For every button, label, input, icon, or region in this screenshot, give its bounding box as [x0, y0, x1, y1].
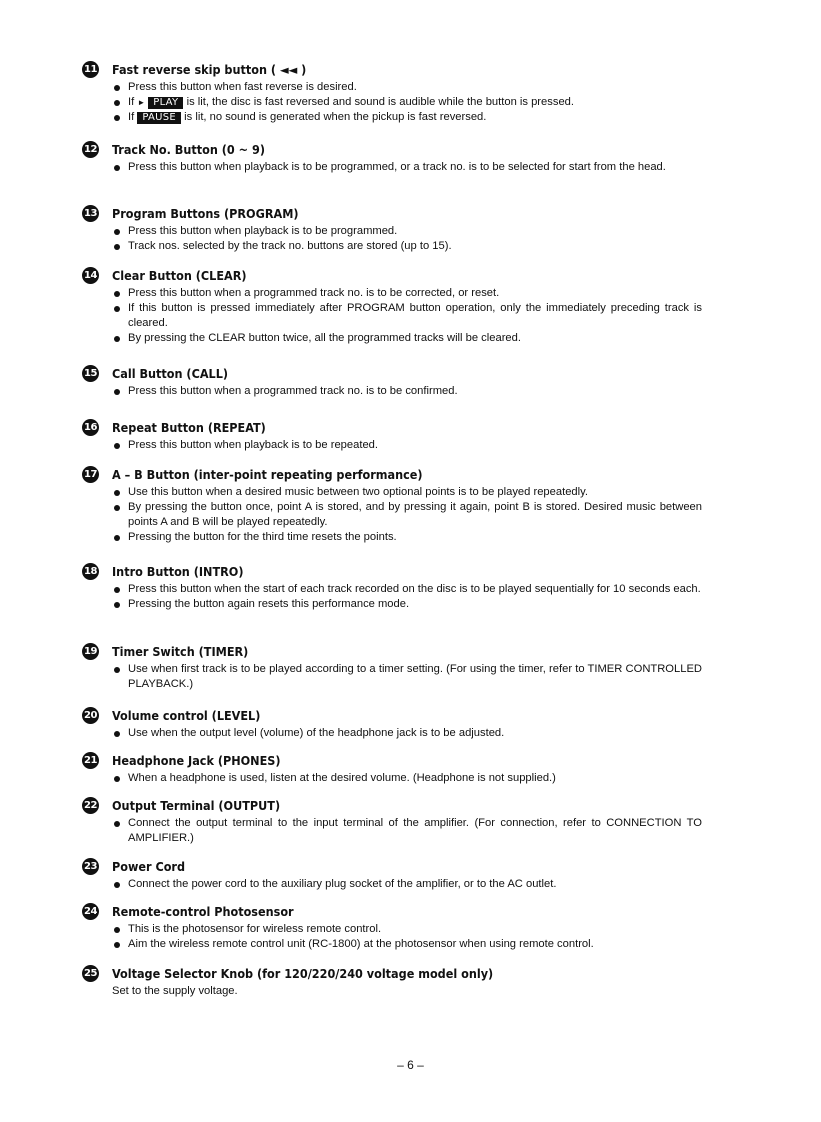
bullet-list [112, 922, 702, 952]
item-number-badge: 16 [82, 419, 99, 436]
section-timer [84, 644, 702, 692]
list-item: Connect the output terminal to the input terminal of the amplifier. (For connection, refer to CONNECTION TO AMPLIFIER.) [112, 816, 702, 846]
list-item: Track nos. selected by the track no. buttons are stored (up to 15). [112, 239, 702, 254]
item-number-badge: 14 [82, 267, 99, 284]
section-title: Program Buttons (PROGRAM) [112, 206, 299, 221]
list-item: If this button is pressed immediately after PROGRAM button operation, only the immediately preceding track is cleared. [112, 301, 702, 331]
section-title: Headphone Jack (PHONES) [112, 753, 281, 768]
item-number-badge: 23 [82, 858, 99, 875]
item-number-badge: 15 [82, 365, 99, 382]
item-number-badge: 25 [82, 965, 99, 982]
section-title: Repeat Button (REPEAT) [112, 420, 266, 435]
item-number-badge: 12 [82, 141, 99, 158]
item-number-badge: 24 [82, 903, 99, 920]
section-headphone [84, 753, 702, 786]
section-title: Intro Button (INTRO) [112, 564, 244, 579]
item-number-badge: 21 [82, 752, 99, 769]
section-output [84, 798, 702, 846]
list-item: If ► PLAY is lit, the disc is fast reversed and sound is audible while the button is pressed. [112, 95, 702, 110]
play-indicator-badge: PLAY [148, 97, 183, 109]
list-item: By pressing the CLEAR button twice, all the programmed tracks will be cleared. [112, 331, 702, 346]
pause-indicator-badge: PAUSE [137, 112, 181, 124]
bullet-list [112, 485, 702, 545]
bullet-list [112, 582, 702, 612]
list-item: Press this button when a programmed track no. is to be corrected, or reset. [112, 286, 702, 301]
item-number-badge: 18 [82, 563, 99, 580]
section-title: Fast reverse skip button ( ◄◄ ) [112, 62, 307, 77]
item-number-badge: 22 [82, 797, 99, 814]
list-item: Use when the output level (volume) of the headphone jack is to be adjusted. [112, 726, 702, 741]
section-repeat [84, 420, 702, 453]
bullet-list [112, 224, 702, 254]
item-number-badge: 17 [82, 466, 99, 483]
list-item: By pressing the button once, point A is stored, and by pressing it again, point B is stored. Desired music between points A and B will be played repeatedly. [112, 500, 702, 530]
list-item: Press this button when playback is to be repeated. [112, 438, 702, 453]
section-title: Voltage Selector Knob (for 120/220/240 voltage model only) [112, 966, 494, 981]
list-item: Use when first track is to be played according to a timer setting. (For using the timer, refer to TIMER CONTROLLED PLAYBACK.) [112, 662, 702, 692]
play-triangle-icon: ► [137, 98, 146, 107]
list-item: This is the photosensor for wireless remote control. [112, 922, 702, 937]
section-a-b [84, 467, 702, 545]
bullet-list [112, 771, 702, 786]
bullet-list [112, 816, 702, 846]
list-item: Use this button when a desired music between two optional points is to be played repeatedly. [112, 485, 702, 500]
list-item: Pressing the button for the third time resets the points. [112, 530, 702, 545]
item-number-badge: 20 [82, 707, 99, 724]
list-item: When a headphone is used, listen at the desired volume. (Headphone is not supplied.) [112, 771, 702, 786]
section-title: A – B Button (inter-point repeating performance) [112, 467, 423, 482]
section-volume [84, 708, 702, 741]
list-item: Press this button when playback is to be programmed. [112, 224, 702, 239]
bullet-list [112, 877, 702, 892]
section-photosensor [84, 904, 702, 952]
bullet-list [112, 726, 702, 741]
section-title: Volume control (LEVEL) [112, 708, 261, 723]
section-power-cord [84, 859, 702, 892]
bullet-list [112, 662, 702, 692]
section-title: Clear Button (CLEAR) [112, 268, 247, 283]
item-number-badge: 19 [82, 643, 99, 660]
section-title: Call Button (CALL) [112, 366, 228, 381]
list-item: Press this button when the start of each track recorded on the disc is to be played sequentially for 10 seconds each. [112, 582, 702, 597]
bullet-list [112, 384, 702, 399]
section-track-no [84, 142, 702, 175]
section-fast-reverse [84, 62, 702, 125]
section-title: Output Terminal (OUTPUT) [112, 798, 281, 813]
list-item: Press this button when playback is to be programmed, or a track no. is to be selected for start from the head. [112, 160, 702, 175]
list-item: Pressing the button again resets this performance mode. [112, 597, 702, 612]
bullet-list [112, 160, 702, 175]
section-intro [84, 564, 702, 612]
bullet-list [112, 80, 702, 125]
bullet-list [112, 286, 702, 346]
section-text: Set to the supply voltage. [112, 985, 238, 997]
section-title: Track No. Button (0 ~ 9) [112, 142, 265, 157]
list-item: Press this button when a programmed track no. is to be confirmed. [112, 384, 702, 399]
section-clear [84, 268, 702, 346]
item-number-badge: 11 [82, 61, 99, 78]
list-item: Connect the power cord to the auxiliary plug socket of the amplifier, or to the AC outlet. [112, 877, 702, 892]
section-title: Power Cord [112, 859, 186, 874]
section-program [84, 206, 702, 254]
list-item: Aim the wireless remote control unit (RC-1800) at the photosensor when using remote control. [112, 937, 702, 952]
page-number: – 6 – [397, 1058, 424, 1072]
section-voltage-selector [84, 966, 702, 999]
bullet-list [112, 438, 702, 453]
section-title: Timer Switch (TIMER) [112, 644, 249, 659]
section-call [84, 366, 702, 399]
list-item: If PAUSE is lit, no sound is generated when the pickup is fast reversed. [112, 110, 702, 125]
item-number-badge: 13 [82, 205, 99, 222]
section-title: Remote-control Photosensor [112, 904, 294, 919]
list-item: Press this button when fast reverse is desired. [112, 80, 702, 95]
